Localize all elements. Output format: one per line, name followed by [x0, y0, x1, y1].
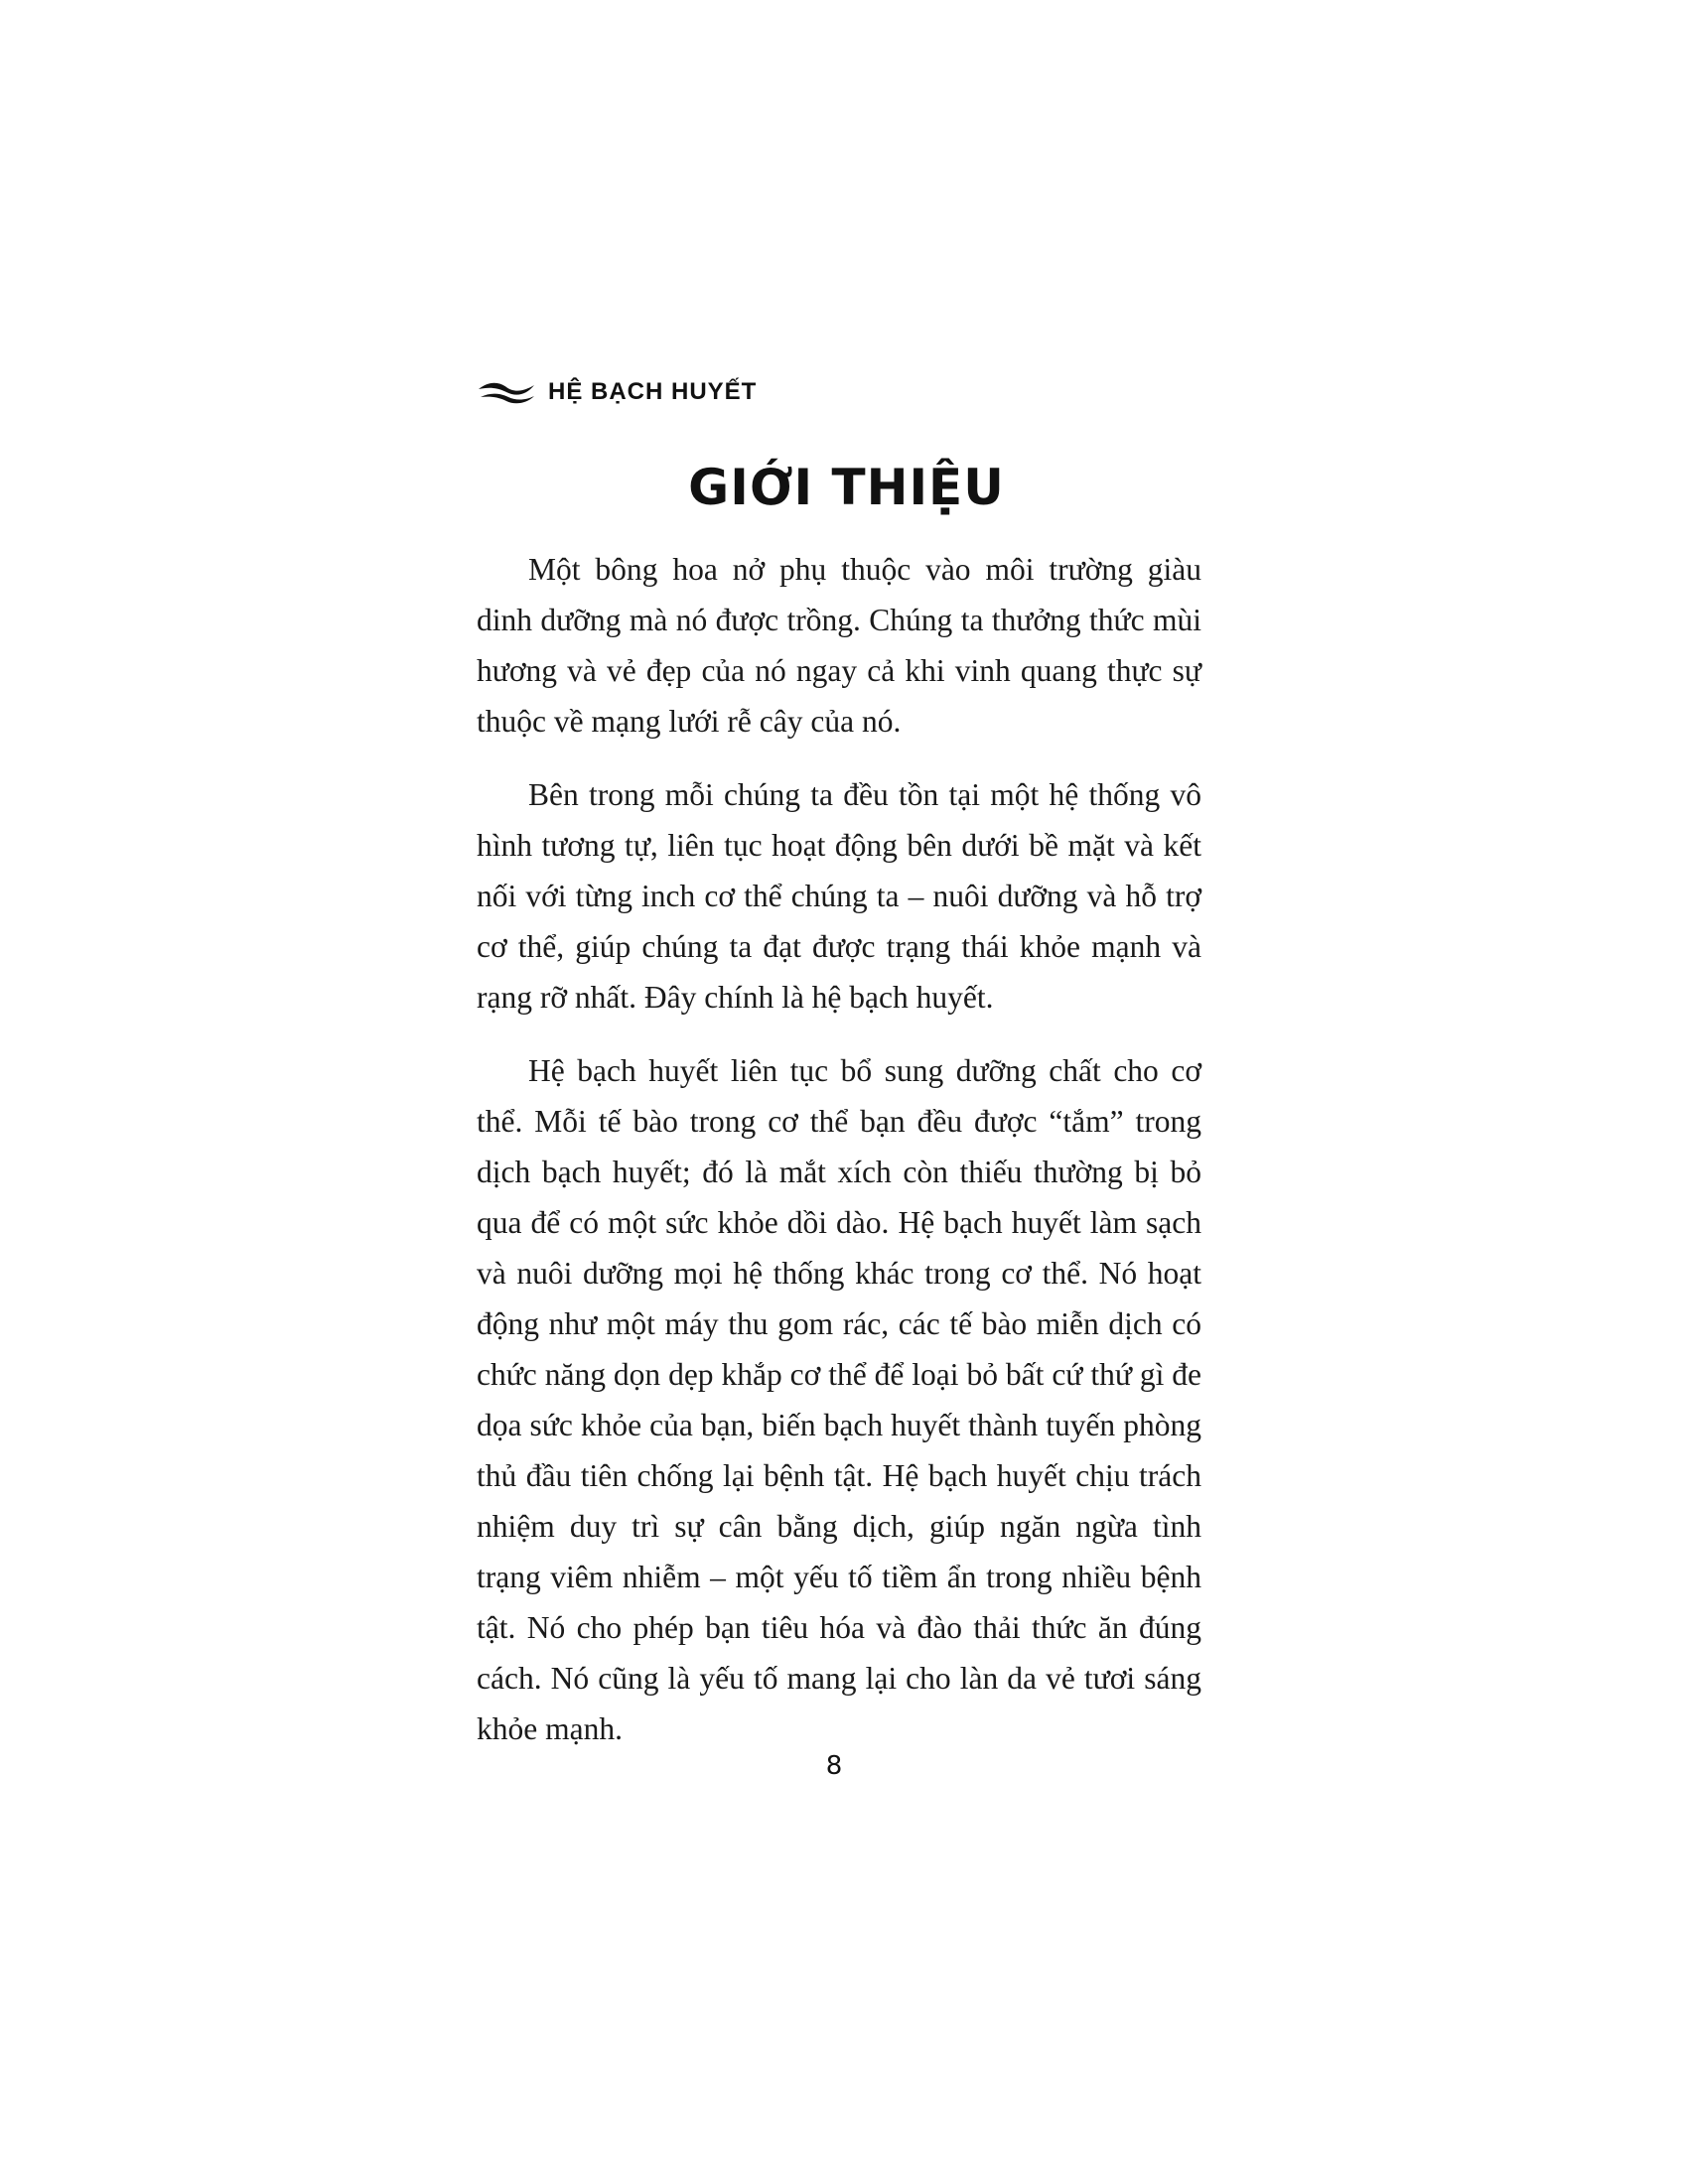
paragraph: Bên trong mỗi chúng ta đều tồn tại một hệ thống vô hình tương tự, liên tục hoạt động bên dưới bề mặt và kết nối với từng inch cơ thể chúng ta – nuôi dưỡng và hỗ trợ cơ thể, giúp chúng ta đạt được trạng thái khỏe mạnh và rạng rỡ nhất. Đây chính là hệ bạch huyết.: [477, 777, 1201, 1015]
running-header: [477, 377, 757, 407]
page-number: 8: [825, 1751, 843, 1781]
chapter-title: GIỚI THIỆU: [688, 459, 1005, 516]
paragraph: Hệ bạch huyết liên tục bổ sung dưỡng chất cho cơ thể. Mỗi tế bào trong cơ thể bạn đều được “tắm” trong dịch bạch huyết; đó là mắt xích còn thiếu thường bị bỏ qua để có một sức khỏe dồi dào. Hệ bạch huyết làm sạch và nuôi dưỡng mọi hệ thống khác trong cơ thể. Nó hoạt động như một máy thu gom rác, các tế bào miễn dịch có chức năng dọn dẹp khắp cơ thể để loại bỏ bất cứ thứ gì đe dọa sức khỏe của bạn, biến bạch huyết thành tuyến phòng thủ đầu tiên chống lại bệnh tật. Hệ bạch huyết chịu trách nhiệm duy trì sự cân bằng dịch, giúp ngăn ngừa tình trạng viêm nhiễm – một yếu tố tiềm ẩn trong nhiều bệnh tật. Nó cho phép bạn tiêu hóa và đào thải thức ăn đúng cách. Nó cũng là yếu tố mang lại cho làn da vẻ tươi sáng khỏe mạnh.: [477, 1053, 1201, 1746]
body-text: [477, 544, 1201, 1777]
paragraph: Một bông hoa nở phụ thuộc vào môi trường giàu dinh dưỡng mà nó được trồng. Chúng ta thưởng thức mùi hương và vẻ đẹp của nó ngay cả khi vinh quang thực sự thuộc về mạng lưới rễ cây của nó.: [477, 552, 1201, 739]
running-header-title: HỆ BẠCH HUYẾT: [548, 378, 758, 405]
wave-icon: [477, 377, 536, 407]
